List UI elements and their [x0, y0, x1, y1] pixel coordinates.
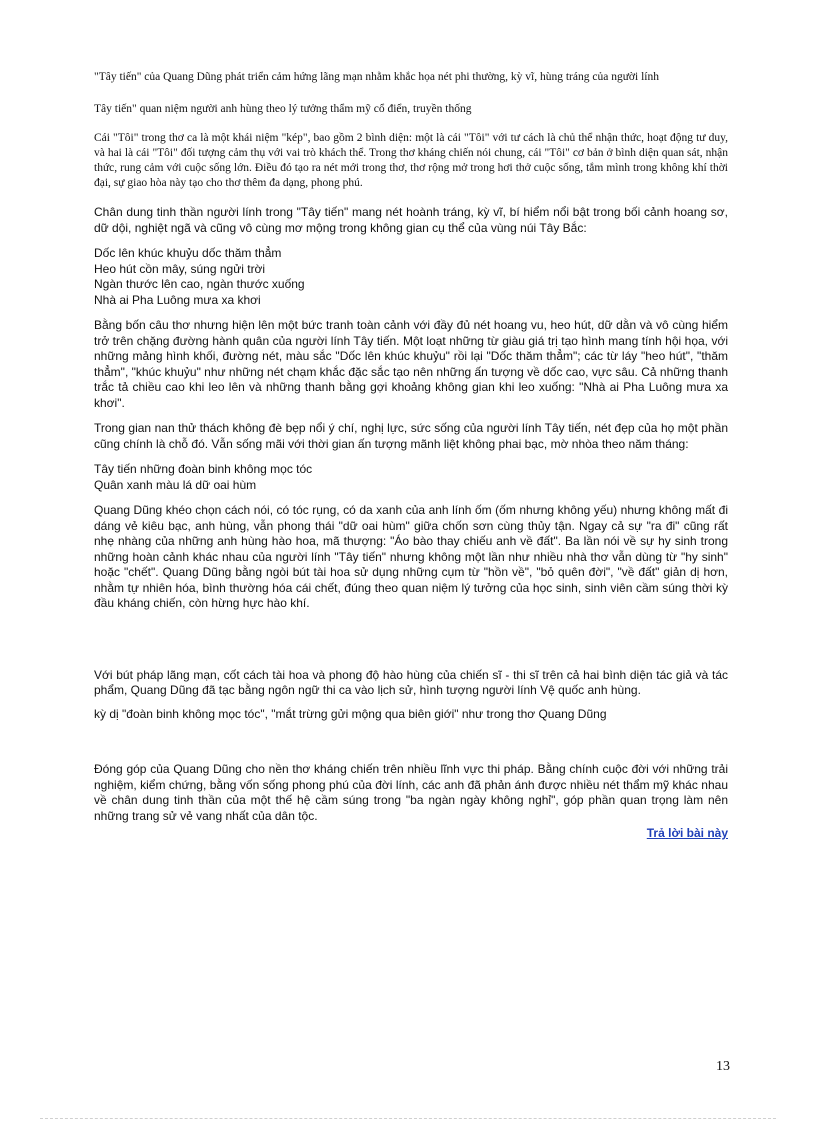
paragraph-romantic-style: Với bút pháp lãng mạn, cốt cách tài hoa và phong độ hào hùng của chiến sĩ - thi sĩ trên cả hai bình diện tác giả và tác phẩm, Quang Dũng đã tạc bằng ngôn ngữ thi ca vào lịch sử, hình tượng người lính Vệ quốc anh hùng.	[94, 667, 728, 697]
paragraph-portrait: Chân dung tinh thần người lính trong "Tây tiến" mang nét hoành tráng, kỳ vĩ, bí hiểm nổi bật trong bối cảnh hoang sơ, dữ dội, nghiệt ngã và cũng vô cùng mơ mộng trong không gian cụ thể của vùng núi Tây Bắc:	[94, 205, 728, 235]
poem-line: Tây tiến những đoàn binh không mọc tóc	[94, 462, 313, 476]
reply-link[interactable]: Trả lời bài này	[646, 826, 728, 840]
paragraph-contribution: Đóng góp của Quang Dũng cho nền thơ kháng chiến trên nhiều lĩnh vực thi pháp. Bằng chính cuộc đời với những trải nghiệm, kiểm chứng, bằng vốn sống phong phú của đời lính, các anh đã phản ánh được nhiều nét thẩm mỹ khác nhau về chân dung tinh thần của một thế hệ cầm súng trong "ba ngàn ngày không nghỉ", góp phần quan trọng làm nên những trang sử vẻ vang nhất của dân tộc.	[94, 762, 728, 823]
reply-link-container	[94, 826, 728, 840]
paragraph-hardship: Trong gian nan thử thách không đè bẹp nổi ý chí, nghị lực, sức sống của người lính Tây tiến, nét đẹp của họ một phần cũng chính là chỗ đó. Vẫn sống mãi với thời gian ấn tượng mãnh liệt không phai bạc, mờ nhòa theo năm tháng:	[94, 421, 728, 451]
poem-stanza-2	[94, 462, 728, 493]
paragraph-hero-concept: Tây tiến" quan niệm người anh hùng theo lý tưởng thẩm mỹ cổ điển, truyền thống	[94, 103, 472, 115]
page-content	[94, 70, 728, 840]
poem-line: Ngàn thước lên cao, ngàn thước xuống	[94, 277, 305, 291]
paragraph-word-choice: Quang Dũng khéo chọn cách nói, có tóc rụng, có da xanh của anh lính ốm (ốm nhưng không yếu) nhưng không mất đi dáng vẻ kiêu bạc, anh hùng, vẫn phong thái "dữ oai hùm" giữa chốn sơn cùng thủy tận. Ngay cả sự "ra đi" cũng rất nhẹ nhàng của những anh hùng hào hoa, mã thượng: "Áo bào thay chiếu anh về đất". Ba lần nói về sự hy sinh trong những hoàn cảnh khác nhau của người lính "Tây tiến" nhưng không một lần như nhiều nhà thơ vẫn dùng từ "hy sinh" hoặc "chết". Quang Dũng bằng ngòi bút tài hoa sử dụng những cụm từ "hồn về", "bỏ quên đời", "về đất" giản dị hơn, nhằm tự nhiên hóa, bình thường hóa cái chết, đúng theo quan niệm lý tưởng của học sinh, sinh viên cầm súng thời kỳ đầu kháng chiến, còn hừng hực hào khí.	[94, 503, 728, 610]
poem-stanza-1	[94, 246, 728, 308]
page-edge-divider	[40, 1118, 776, 1119]
poem-line: Heo hút cồn mây, súng ngửi trời	[94, 261, 266, 276]
poem-line: Quân xanh màu lá dữ oai hùm	[94, 477, 257, 492]
paragraph-toi-concept: Cái "Tôi" trong thơ ca là một khái niệm "kép", bao gồm 2 bình diện: một là cái "Tôi" với tư cách là chủ thể nhận thức, hoạt động tư duy, và hai là cái "Tôi" đối tượng cảm thụ với vai trò khách thể. Trong thơ kháng chiến nói chung, cái "Tôi" cơ bản ở bình diện quan sát, nhận thức, rung cảm với cuộc sống lớn. Điều đó tạo ra nét mới trong thơ, thơ rộng mở trong hơi thở cuộc sống, tắm mình trong không khí thời đại, sự giao hòa này tạo cho thơ thêm đa dạng, phong phú.	[94, 132, 728, 189]
paragraph-intro: "Tây tiến" của Quang Dũng phát triển cảm hứng lãng mạn nhằm khắc họa nét phi thường, kỳ vĩ, hùng tráng của người lính	[94, 71, 659, 83]
paragraph-landscape: Bằng bốn câu thơ nhưng hiện lên một bức tranh toàn cảnh với đầy đủ nét hoang vu, heo hút, dữ dằn và vô cùng hiểm trở trên chặng đường hành quân của người lính Tây tiến. Một loạt những từ giàu giá trị tạo hình mang tính hội họa, với những mảng hình khối, đường nét, màu sắc "Dốc lên khúc khuỷu" rồi lại "Dốc thăm thẳm"; các từ láy "heo hút", "thăm thẳm", "khúc khuỷu" như những nét chạm khắc đặc sắc tạo nên những ấn tượng về dốc cao, vực sâu. Cả những thanh trắc tả chiều cao khi leo lên và những thanh bằng gợi khoảng không gian khi leo xuống: "Nhà ai Pha Luông mưa xa khơi".	[94, 318, 728, 410]
paragraph-strange: kỳ dị "đoàn binh không mọc tóc", "mắt trừng gửi mộng qua biên giới" như trong thơ Quang Dũng	[94, 706, 607, 721]
page-number: 13	[716, 1059, 730, 1074]
poem-line: Nhà ai Pha Luông mưa xa khơi	[94, 292, 261, 307]
poem-line: Dốc lên khúc khuỷu dốc thăm thẳm	[94, 246, 282, 260]
